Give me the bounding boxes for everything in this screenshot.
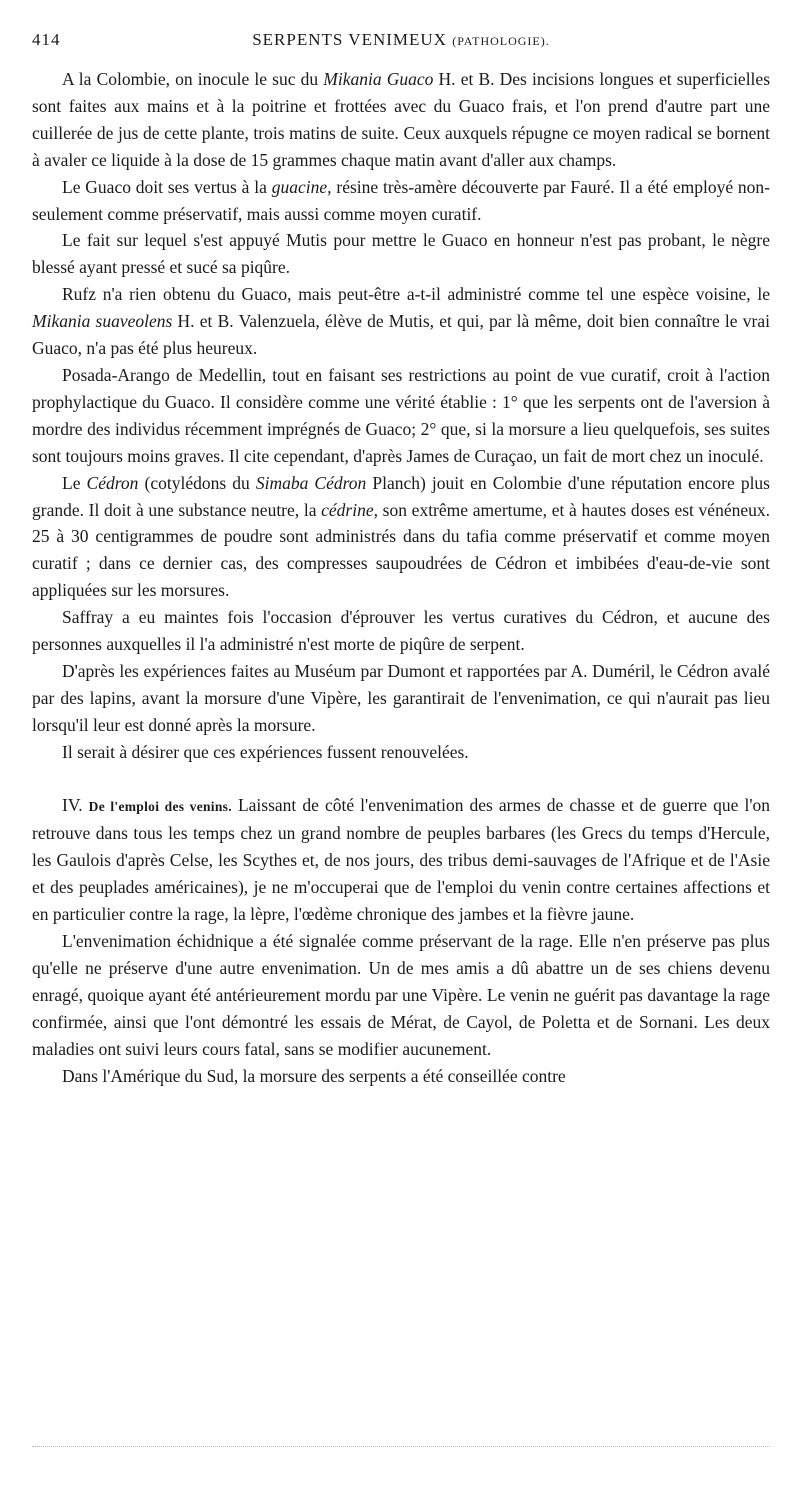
paragraph: Dans l'Amérique du Sud, la morsure des serpents a été conseillée contre [62, 1065, 566, 1086]
paragraph: Le fait sur lequel s'est appuyé Mutis pour mettre le Guaco en honneur n'est pas probant, le nègre blessé ayant pressé et sucé sa piqûre. [32, 230, 770, 278]
paragraph: Rufz n'a rien obtenu du Guaco, mais peut-être a-t-il administré comme tel une espèce voisine, le Mikania suaveolens H. et B. Valenzuela, élève de Mutis, et qui, par là même, doit bien connaître le vrai Guaco, n'a pas été plus heureux. [32, 284, 770, 359]
paragraph: Posada-Arango de Medellin, tout en faisant ses restrictions au point de vue curatif, croit à l'action prophylactique du Guaco. Il considère comme une vérité établie : 1° que les serpents ont de l'aversion à mordre des individus récemment imprégnés de Guaco; 2° que, si la morsure a lieu quelquefois, ses suites sont toujours moins graves. Il cite cependant, d'après James de Curaçao, un fait de mort chez un inoculé. [32, 364, 770, 466]
running-header [32, 30, 770, 56]
running-section: (PATHOLOGIE). [452, 34, 550, 48]
paragraph: Il serait à désirer que ces expériences fussent renouvelées. [62, 741, 469, 762]
section-title: De l'emploi des venins. [88, 798, 232, 814]
page-number: 414 [32, 30, 61, 49]
page-bottom-rule [32, 1446, 770, 1447]
running-title-text: SERPENTS VENIMEUX [252, 30, 447, 49]
book-page [32, 30, 770, 1090]
section-numeral: IV. [62, 794, 89, 815]
paragraph: A la Colombie, on inocule le suc du Mikania Guaco H. et B. Des incisions longues et superficielles sont faites aux mains et à la poitrine et frottées avec du Guaco frais, et l'on prend d'autre part une cuillerée de jus de cette plante, trois matins de suite. Ceux auxquels répugne ce moyen radical se bornent à avaler ce liquide à la dose de 15 grammes chaque matin avant d'aller aux champs. [32, 69, 771, 170]
section-paragraph: IV. De l'emploi des venins. Laissant de côté l'envenimation des armes de chasse et de guerre que l'on retrouve dans tous les temps chez un grand nombre de peuples barbares (les Grecs du temps d'Hercule, les Gaulois d'après Celse, les Scythes et, de nos jours, des tribus demi-sauvages de l'Afrique et de l'Asie et des peuplades américaines), je ne m'occuperai que de l'emploi du venin contre certaines affections et en particulier contre la rage, la lèpre, l'œdème chronique des jambes et la fièvre jaune. [32, 794, 770, 925]
paragraph: Le Cédron (cotylédons du Simaba Cédron Planch) jouit en Colombie d'une réputation encore plus grande. Il doit à une substance neutre, la cédrine, son extrême amertume, et à hautes doses est vénéneux. 25 à 30 centigrammes de poudre sont administrés dans du tafia comme préservatif et comme moyen curatif ; dans ce dernier cas, des compresses saupoudrées de Cédron et imbibées d'eau-de-vie sont appliquées sur les morsures. [32, 472, 770, 601]
running-title [32, 30, 770, 50]
paragraph: D'après les expériences faites au Muséum par Dumont et rapportées par A. Duméril, le Cédron avalé par des lapins, avant la morsure d'une Vipère, les garantirait de l'envenimation, ce qui n'aurait pas lieu lorsqu'il leur est donné après la morsure. [32, 660, 770, 735]
paragraph: Le Guaco doit ses vertus à la guacine, résine très-amère découverte par Fauré. Il a été employé non-seulement comme préservatif, mais aussi comme moyen curatif. [32, 176, 771, 224]
page-body [32, 66, 770, 1090]
paragraph: Saffray a eu maintes fois l'occasion d'éprouver les vertus curatives du Cédron, et aucune des personnes auxquelles il l'a administré n'est morte de piqûre de serpent. [32, 607, 770, 655]
paragraph: L'envenimation échidnique a été signalée comme préservant de la rage. Elle n'en préserve pas plus qu'elle ne préserve d'une autre envenimation. Un de mes amis a dû abattre un de ses chiens devenu enragé, quoique ayant été antérieurement mordu par une Vipère. Le venin ne guérit pas davantage la rage confirmée, ainsi que l'ont démontré les essais de Mérat, de Cayol, de Poletta et de Sornani. Les deux maladies ont suivi leurs cours fatal, sans se modifier aucunement. [32, 931, 770, 1059]
